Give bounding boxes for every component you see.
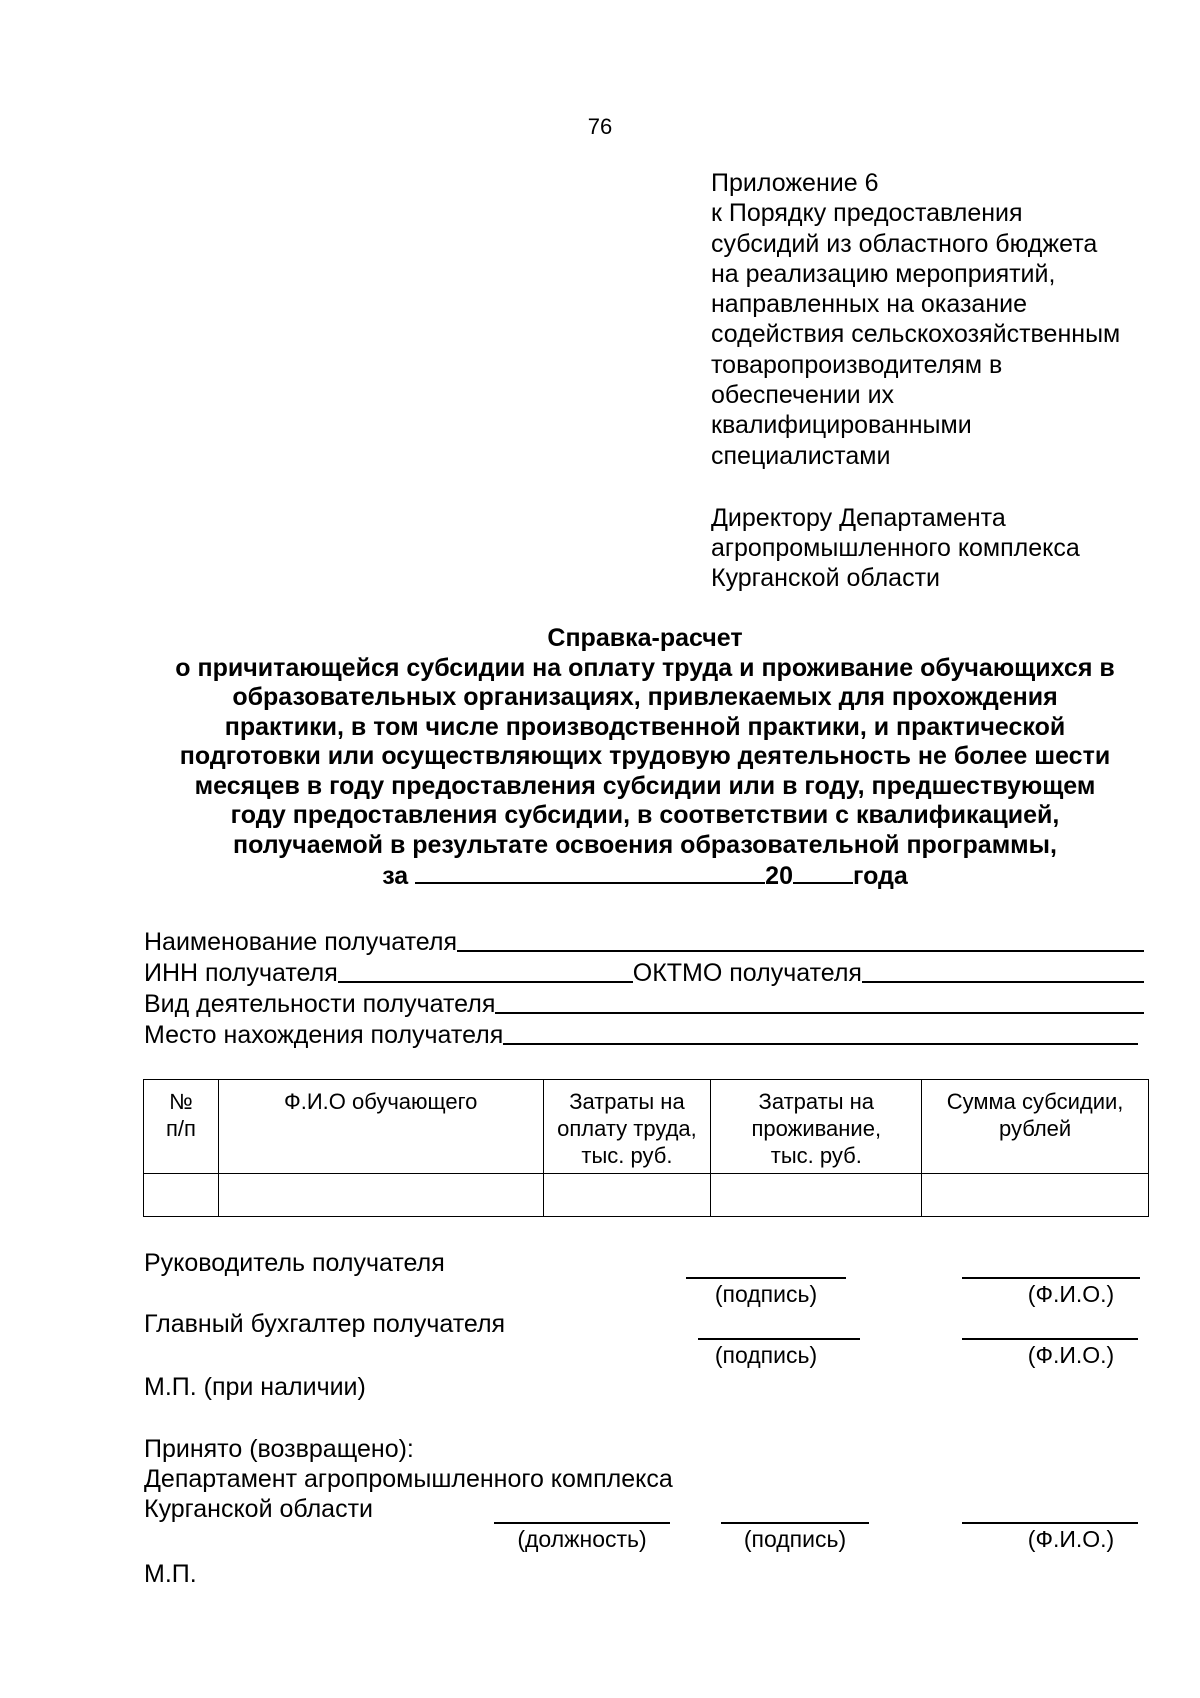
head-signature-caption: (подпись) bbox=[714, 1281, 818, 1307]
accountant-label: Главный бухгалтер получателя bbox=[144, 1310, 506, 1338]
title-heading: Справка-расчет bbox=[547, 624, 743, 652]
col-fio-label: Ф.И.О обучающего bbox=[284, 1089, 478, 1114]
col-number-label: № п/п bbox=[165, 1089, 196, 1141]
title-line: месяцев в году предоставления субсидии или в году, предшествующем bbox=[194, 771, 1096, 800]
activity-row bbox=[144, 988, 1144, 1019]
addressee-line: Директору Департамента bbox=[711, 504, 1006, 532]
location-field[interactable] bbox=[503, 1019, 1138, 1045]
document-title bbox=[120, 624, 1170, 892]
addressee-line: агропромышленного комплекса bbox=[711, 534, 1080, 562]
col-fio bbox=[218, 1080, 543, 1174]
table-cell[interactable] bbox=[218, 1174, 543, 1217]
head-fio-line[interactable] bbox=[962, 1277, 1140, 1279]
inn-field[interactable] bbox=[338, 957, 633, 983]
appendix-line: к Порядку предоставления bbox=[711, 199, 1023, 228]
accountant-fio-line[interactable] bbox=[962, 1338, 1138, 1340]
accountant-fio-caption: (Ф.И.О.) bbox=[1027, 1342, 1115, 1368]
department-position-line[interactable] bbox=[494, 1522, 670, 1524]
recipient-fields bbox=[144, 926, 1144, 1050]
department-line2: Курганской области bbox=[144, 1495, 374, 1523]
department-signature-line[interactable] bbox=[721, 1522, 869, 1524]
activity-label: Вид деятельности получателя bbox=[144, 989, 496, 1018]
recipient-name-field[interactable] bbox=[457, 926, 1144, 952]
title-line: образовательных организациях, привлекаемых для прохождения bbox=[232, 683, 1058, 711]
location-row bbox=[144, 1019, 1144, 1050]
period-suffix: года bbox=[852, 862, 908, 890]
col-number bbox=[144, 1080, 219, 1174]
table-cell[interactable] bbox=[711, 1174, 922, 1217]
appendix-line: товаропроизводителям в bbox=[711, 350, 1003, 379]
title-line: получаемой в результате освоения образовательной программы, bbox=[233, 830, 1057, 859]
inn-oktmo-row bbox=[144, 957, 1144, 988]
head-label: Руководитель получателя bbox=[144, 1249, 445, 1277]
location-label: Место нахождения получателя bbox=[144, 1020, 504, 1049]
col-housing-cost-label: Затраты на проживание, тыс. руб. bbox=[751, 1089, 882, 1168]
accountant-signature-line[interactable] bbox=[698, 1338, 860, 1340]
oktmo-field[interactable] bbox=[862, 957, 1144, 983]
oktmo-label: ОКТМО получателя bbox=[632, 958, 862, 987]
appendix-line: квалифицированными bbox=[711, 411, 972, 440]
appendix-line: направленных на оказание bbox=[711, 290, 1027, 319]
table-header-row bbox=[144, 1080, 1149, 1174]
stamp-optional: М.П. (при наличии) bbox=[144, 1373, 366, 1401]
table-cell[interactable] bbox=[144, 1174, 219, 1217]
page-number: 76 bbox=[587, 114, 613, 139]
title-line: подготовки или осуществляющих трудовую деятельность не более шести bbox=[179, 742, 1111, 770]
activity-field[interactable] bbox=[495, 988, 1144, 1014]
subsidy-table bbox=[143, 1079, 1149, 1217]
table-cell[interactable] bbox=[922, 1174, 1149, 1217]
title-line: о причитающейся субсидии на оплату труда и проживание обучающихся в bbox=[175, 653, 1115, 682]
addressee-line: Курганской области bbox=[711, 564, 941, 592]
col-housing-cost bbox=[711, 1080, 922, 1174]
stamp: М.П. bbox=[144, 1560, 197, 1588]
department-fio-caption: (Ф.И.О.) bbox=[1027, 1526, 1115, 1552]
appendix-line: субсидий из областного бюджета bbox=[711, 229, 1098, 258]
accepted-label: Принято (возвращено): bbox=[144, 1435, 414, 1463]
addressee-block bbox=[711, 503, 1080, 593]
period-year-prefix: 20 bbox=[765, 862, 793, 890]
department-signature-caption: (подпись) bbox=[743, 1526, 847, 1552]
accountant-signature-caption: (подпись) bbox=[714, 1342, 818, 1368]
department-fio-line[interactable] bbox=[962, 1522, 1138, 1524]
appendix-line: обеспечении их bbox=[711, 381, 895, 410]
appendix-block bbox=[711, 168, 1120, 471]
recipient-name-row bbox=[144, 926, 1144, 957]
head-signature-line[interactable] bbox=[686, 1277, 846, 1279]
department-position-caption: (должность) bbox=[517, 1526, 647, 1552]
appendix-line: специалистами bbox=[711, 441, 891, 470]
col-subsidy-sum-label: Сумма субсидии, рублей bbox=[946, 1089, 1124, 1141]
col-labor-cost-label: Затраты на оплату труда, тыс. руб. bbox=[557, 1089, 697, 1168]
year-blank[interactable] bbox=[793, 860, 853, 884]
appendix-line: содействия сельскохозяйственным bbox=[711, 320, 1121, 349]
col-labor-cost bbox=[543, 1080, 711, 1174]
department-line1: Департамент агропромышленного комплекса bbox=[144, 1465, 673, 1493]
period-blank[interactable] bbox=[415, 860, 765, 884]
recipient-name-label: Наименование получателя bbox=[144, 927, 457, 956]
title-line: году предоставления субсидии, в соответствии с квалификацией, bbox=[230, 801, 1060, 829]
head-fio-caption: (Ф.И.О.) bbox=[1027, 1281, 1115, 1307]
table-cell[interactable] bbox=[543, 1174, 711, 1217]
title-line: практики, в том числе производственной практики, и практической bbox=[224, 712, 1066, 741]
col-subsidy-sum bbox=[922, 1080, 1149, 1174]
inn-label: ИНН получателя bbox=[144, 958, 338, 987]
table-row bbox=[144, 1174, 1149, 1217]
period-prefix: за bbox=[382, 862, 409, 890]
appendix-line: на реализацию мероприятий, bbox=[711, 259, 1056, 288]
period-line bbox=[120, 860, 1170, 892]
appendix-line: Приложение 6 bbox=[711, 169, 879, 197]
